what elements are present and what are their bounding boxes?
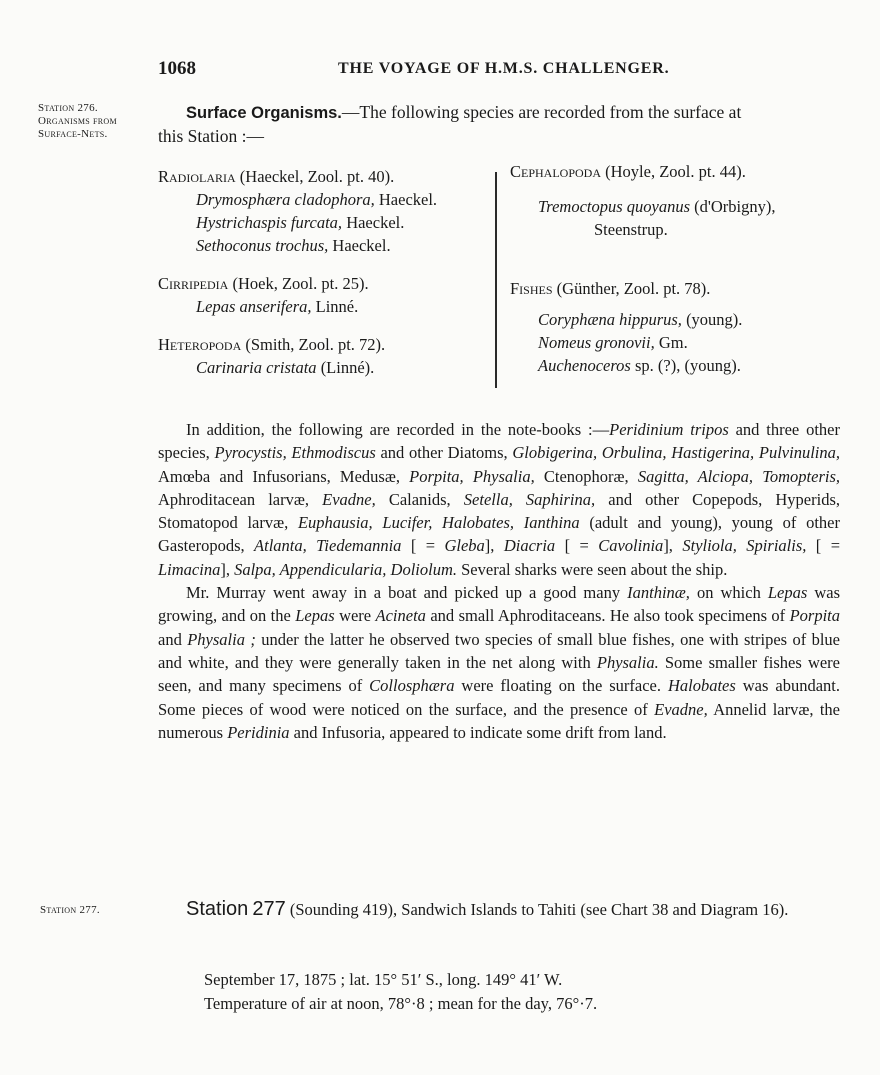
species-authority: Haeckel. [374,190,438,209]
species-name: Nomeus gronovii, [538,333,655,352]
station-description: (Sounding 419), Sandwich Islands to Tahiti (see Chart 38 and Diagram 16). [285,900,789,919]
species-authority: (d'Orbigny), [690,197,776,216]
species-authority: Gm. [654,333,688,352]
species-entry [510,308,850,331]
station-277-details [204,968,597,1016]
margin-line: Surface-Nets. [38,128,108,140]
species-entry [158,356,478,379]
species-entry [510,195,850,218]
group-name: Cephalopoda [510,162,602,181]
group-name: Heteropoda [158,335,242,354]
group-cephalopoda [510,160,850,241]
species-authority: (young). [681,310,743,329]
group-heteropoda [158,333,478,379]
group-ref: (Smith, Zool. pt. 72). [241,335,386,354]
group-name: Radiolaria [158,167,236,186]
group-name: Cirripedia [158,274,229,293]
species-list-left [158,165,478,379]
group-fishes [510,277,850,377]
species-authority: Haeckel. [342,213,405,232]
group-ref: (Günther, Zool. pt. 78). [552,279,711,298]
species-entry [510,331,850,354]
margin-note-station-277: Station 277. [40,904,100,916]
species-authority: sp. (?), (young). [630,356,741,375]
species-name: Drymosphæra cladophora, [196,190,375,209]
surface-heading [186,100,846,125]
species-name: Coryphæna hippurus, [538,310,682,329]
species-authority: (Linné). [316,358,375,377]
page-number: 1068 [158,58,196,79]
station-number: 277 [252,898,286,920]
surface-heading-title: Surface Organisms. [186,104,342,122]
surface-heading-continued: this Station :— [158,126,264,146]
species-name: Lepas anserifera, [196,297,312,316]
margin-line: Organisms from [38,115,117,127]
species-name: Sethoconus trochus, [196,236,329,255]
station-temperature: Temperature of air at noon, 78°·8 ; mean for the day, 76°·7. [204,994,598,1013]
species-entry [158,211,478,234]
group-name: Fishes [510,279,553,298]
species-name: Hystrichaspis furcata, [196,213,343,232]
station-277-heading [158,897,840,922]
paragraph-murray: Mr. Murray went away in a boat and picked up a good many Ianthinæ, on which Lepas was growing, and on the Lepas were Acineta and small Aphroditaceans. He also took specimens of Porpita and Physalia ; under the latter he observed two species of small blue fishes, one with stripes of blue and white, and they were generally taken in the net along with Physalia. Some smaller fishes were seen, and many specimens of Collosphæra were floating on the surface. Halobates was abundant. Some pieces of wood were noticed on the surface, and the presence of Evadne, Annelid larvæ, the numerous Peridinia and Infusoria, appeared to indicate some drift from land. [158,583,841,742]
group-cirripedia [158,272,478,318]
species-list-right [510,160,850,377]
species-entry [158,295,478,318]
running-title: THE VOYAGE OF H.M.S. CHALLENGER. [338,60,670,77]
species-authority: Linné. [311,297,359,316]
column-divider [495,172,497,388]
group-radiolaria [158,165,478,257]
species-name: Auchenoceros [538,356,631,375]
group-ref: (Hoyle, Zool. pt. 44). [601,162,746,181]
group-ref: (Hoek, Zool. pt. 25). [228,274,369,293]
margin-note-station-276 [38,102,153,141]
species-entry [510,354,850,377]
surface-heading-text: —The following species are recorded from the surface at [341,102,742,122]
species-authority-continued: Steenstrup. [594,220,668,239]
paragraph-note-books: In addition, the following are recorded in the note-books :—Peridinium tripos and three other species, Pyrocystis, Ethmodiscus and other Diatoms, Globigerina, Orbulina, Hastigerina, Pulvinulina, Amœba and Infusorians, Medusæ, Porpita, Physalia, Ctenophoræ, Sagitta, Alciopa, Tomopteris, Aphroditacean larvæ, Evadne, Calanids, Setella, Saphirina, and other Copepods, Hyperids, Stomatopod larvæ, Euphausia, Lucifer, Halobates, Ianthina (adult and young), young of other Gasteropods, Atlanta, Tiedemannia [ = Gleba], Diacria [ = Cavolinia], Styliola, Spirialis, [ = Limacina], Salpa, Appendicularia, Doliolum. Several sharks were seen about the ship. [158,420,841,579]
species-name: Tremoctopus quoyanus [538,197,691,216]
station-label: Station [186,898,249,920]
species-entry [158,188,478,211]
margin-line: Station 276. [38,102,98,114]
body-text [158,418,840,744]
group-ref: (Haeckel, Zool. pt. 40). [235,167,395,186]
species-name: Carinaria cristata [196,358,317,377]
species-entry [158,234,478,257]
station-date-position: September 17, 1875 ; lat. 15° 51′ S., long. 149° 41′ W. [204,970,563,989]
species-authority: Haeckel. [328,236,391,255]
